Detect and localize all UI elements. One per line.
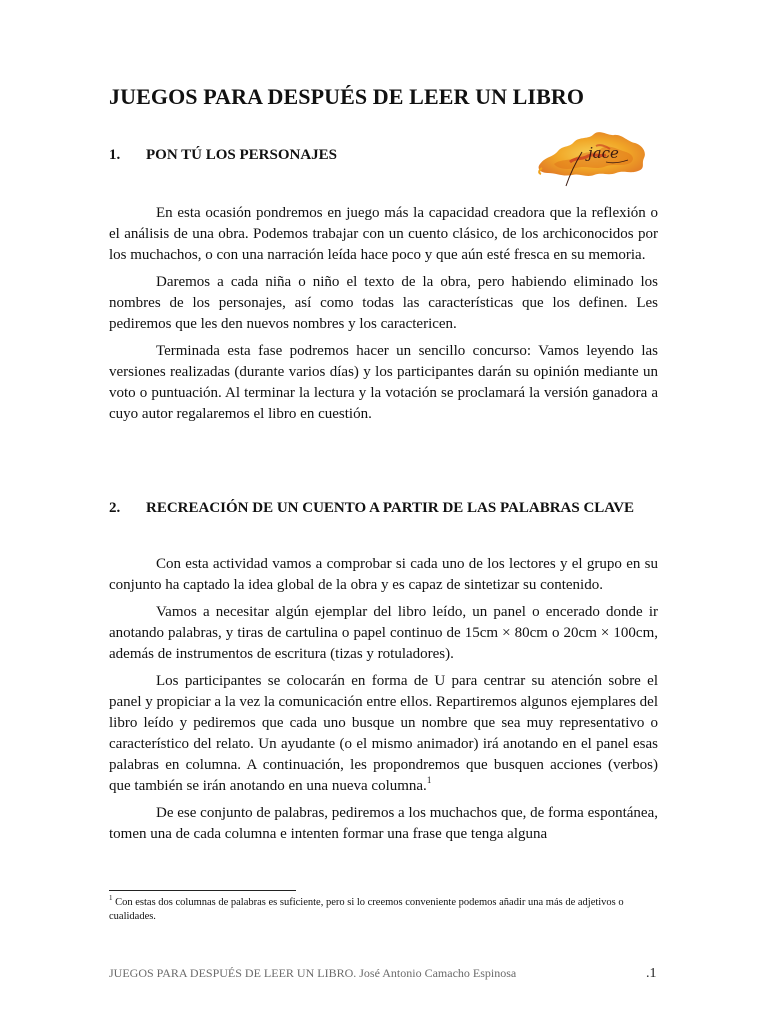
paragraph: Daremos a cada niña o niño el texto de la obra, pero habiendo eliminado los nombres de los personajes, así como todas las características que los definen. Les pediremos que les den nuevos nombres y los caractericen. [109,274,658,332]
running-footer: JUEGOS PARA DESPUÉS DE LEER UN LIBRO. José Antonio Camacho Espinosa [109,966,517,980]
paragraph: En esta ocasión pondremos en juego más la capacidad creadora que la reflexión o el análisis de una obra. Podemos trabajar con un cuento clásico, de los archiconocidos por los muchachos, o con una narración leída hace poco y que aún esté fresca en su memoria. [109,205,658,263]
paragraph [109,671,658,797]
footnote-text: Con estas dos columnas de palabras es suficiente, pero si lo creemos conveniente podemos añadir una más de adjetivos o cualidades. [109,897,624,922]
paragraph-text: Los participantes se colocarán en forma de U para centrar su atención sobre el panel y propiciar a la vez la comunicación entre ellos. Repartiremos algunos ejemplares del libro leído y pediremos que cada uno busque un nombre que sea muy representativo o característico del relato. Un ayudante (o el mismo animador) irá anotando en el panel esas palabras en columna. A continuación, les propondremos que busquen acciones (verbos) que también se irán anotando en una nueva columna. [109,673,658,794]
jace-logo [536,118,650,192]
section-1-title: PON TÚ LOS PERSONAJES [146,147,338,163]
paragraph: Con esta actividad vamos a comprobar si cada uno de los lectores y el grupo en su conjunto ha captado la idea global de la obra y es capaz de sintetizar su contenido. [109,556,658,593]
footnote-separator [109,890,296,891]
paragraph: Vamos a necesitar algún ejemplar del libro leído, un panel o encerado donde ir anotando palabras, y tiras de cartulina o papel continuo de 15cm × 80cm o 20cm × 100cm, además de instrumentos de escritura (tizas y rotuladores). [109,604,658,662]
watercolor-logo-icon [536,118,650,192]
paragraph: De ese conjunto de palabras, pediremos a los muchachos que, de forma espontánea, tomen una de cada columna e intenten formar una frase que tenga alguna [109,805,658,842]
section-2-number: 2. [109,500,121,516]
paragraph: Terminada esta fase podremos hacer un sencillo concurso: Vamos leyendo las versiones realizadas (durante varios días) y los participantes darán su opinión mediante un voto o puntuación. Al terminar la lectura y la votación se proclamará la versión ganadora a cuyo autor regalaremos el libro en cuestión. [109,343,658,422]
footnote-reference[interactable]: 1 [426,775,432,785]
footnote-marker: 1 [109,893,113,902]
section-1-body [109,203,658,431]
section-2-heading [109,500,634,517]
section-1-heading [109,147,337,164]
document-title: JUEGOS PARA DESPUÉS DE LEER UN LIBRO [109,84,585,109]
page-number: .1 [646,966,657,981]
section-2-body [109,554,658,851]
section-2-title: RECREACIÓN DE UN CUENTO A PARTIR DE LAS PALABRAS CLAVE [146,500,635,516]
logo-text: jace [588,144,619,162]
footnote [109,893,658,924]
section-1-number: 1. [109,147,121,163]
